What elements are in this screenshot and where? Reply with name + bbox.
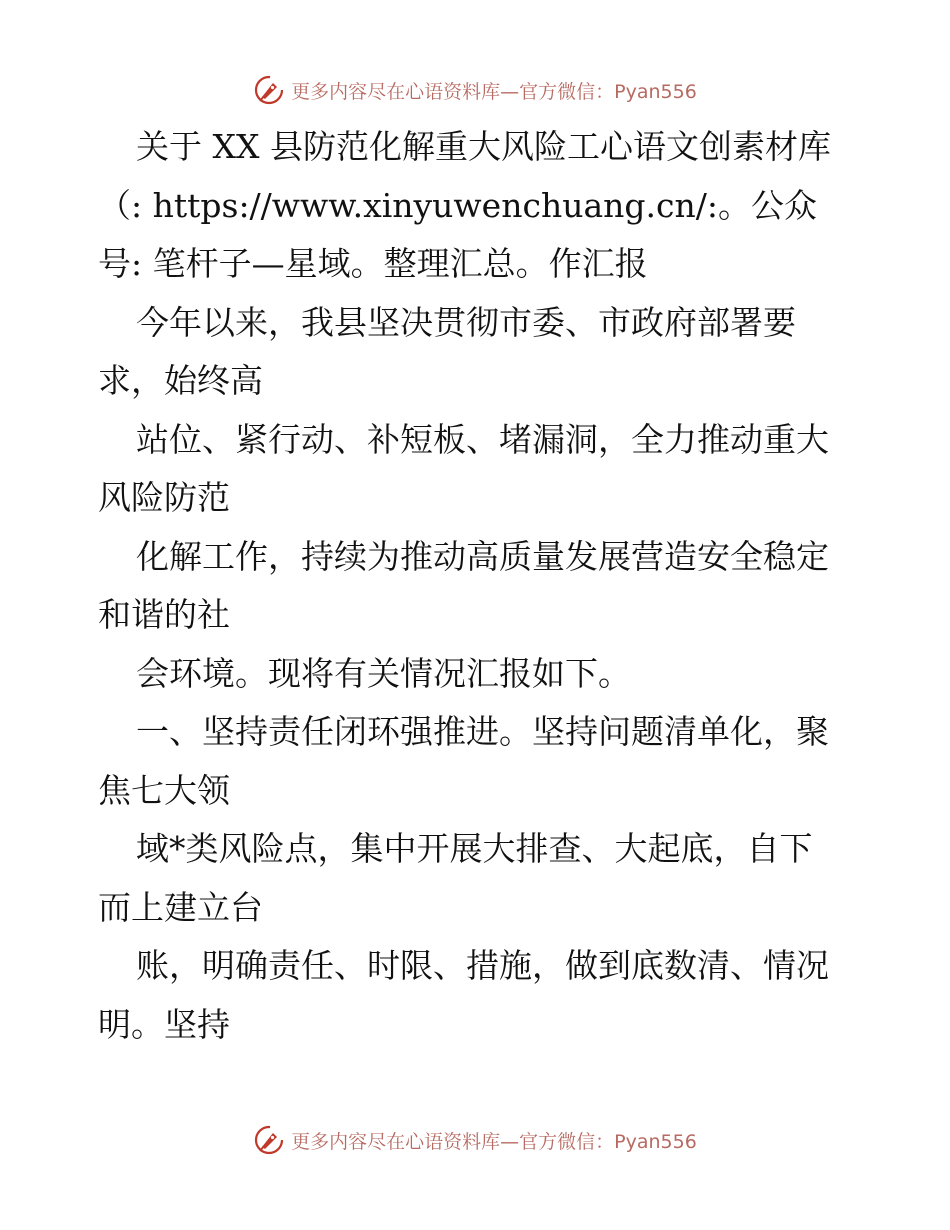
body-line: 会环境。现将有关情况汇报如下。 (136, 653, 631, 693)
body-line: 焦七大领 (98, 770, 230, 810)
header-banner (0, 70, 950, 110)
body-line: 求，始终高 (98, 361, 263, 400)
body-line: 明。坚持 (98, 1004, 230, 1044)
body-line: 而上建立台 (98, 887, 263, 927)
body-line: 关于 XX 县防范化解重大风险工心语文创素材库 (136, 127, 831, 166)
body-line: 化解工作，持续为推动高质量发展营造安全稳定 (136, 536, 829, 576)
footer-banner (0, 1120, 950, 1160)
body-line: （: https://www.xinyuwenchuang.cn/:。公众 (98, 185, 817, 225)
body-line: 账，明确责任、时限、措施，做到底数清、情况 (136, 946, 829, 985)
document-body (98, 118, 858, 1054)
body-line: 今年以来，我县坚决贯彻市委、市政府部署要 (136, 302, 796, 342)
body-line: 域*类风险点，集中开展大排查、大起底，自下 (136, 829, 813, 868)
header-banner-text: 更多内容尽在心语资料库—官方微信：Pyan556 (291, 80, 697, 103)
body-line: 站位、紧行动、补短板、堵漏洞，全力推动重大 (136, 419, 829, 459)
body-line: 号: 笔杆子—星域。整理汇总。作汇报 (98, 244, 648, 283)
body-line: 和谐的社 (98, 595, 230, 634)
footer-banner-text: 更多内容尽在心语资料库—官方微信：Pyan556 (291, 1130, 697, 1153)
pen-nib-logo-icon (253, 74, 285, 106)
pen-nib-logo-icon (253, 1124, 285, 1156)
body-line: 风险防范 (98, 478, 230, 517)
body-line: 一、坚持责任闭环强推进。坚持问题清单化，聚 (136, 712, 829, 751)
